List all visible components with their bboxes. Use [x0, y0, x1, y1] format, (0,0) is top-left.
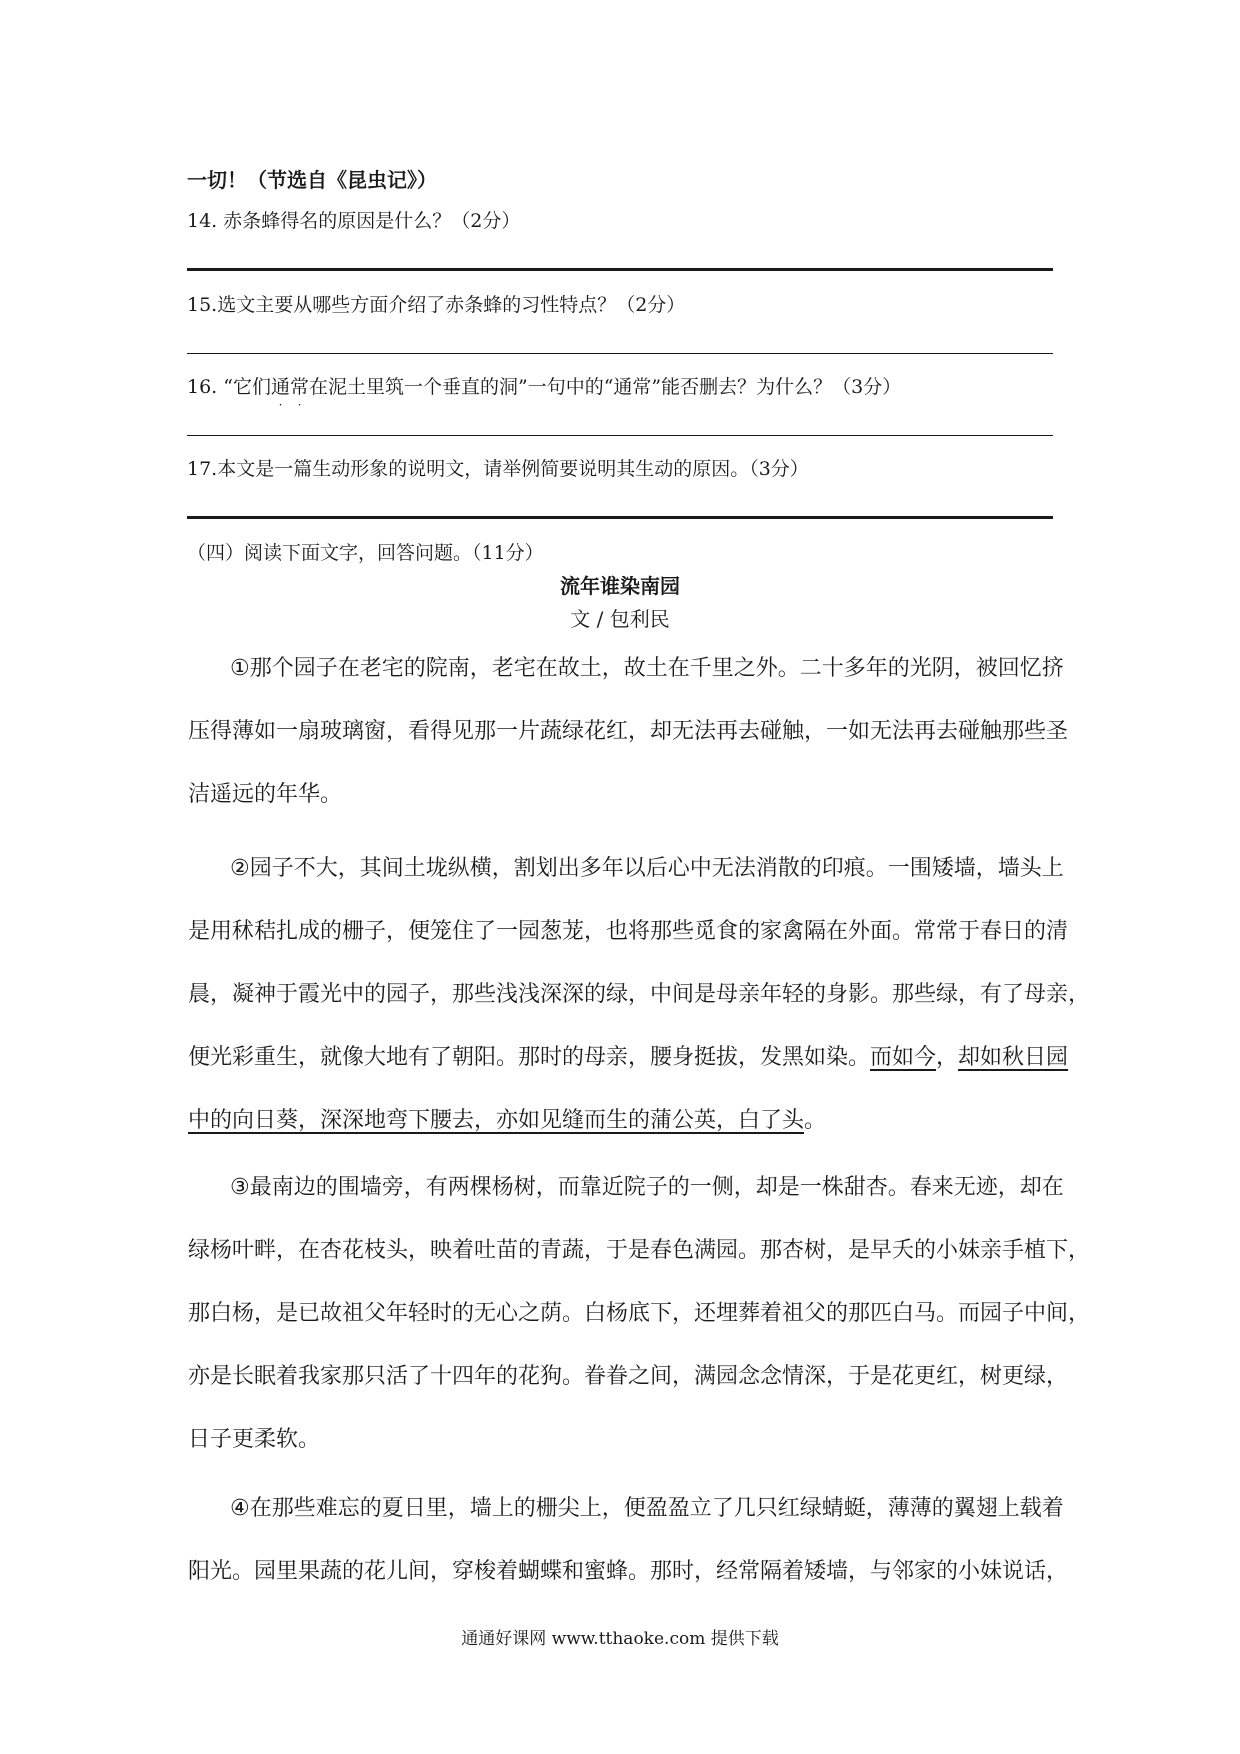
paragraph-text: ， [936, 1045, 959, 1070]
paragraph-line: 阳光。园里果蔬的花儿间，穿梭着蝴蝶和蜜蜂。那时，经常隔着矮墙，与邻家的小妹说话， [188, 1559, 1069, 1584]
page-footer: 通通好课网 www.tthaoke.com 提供下载 [461, 1629, 779, 1649]
underlined-sentence: 中的向日葵，深深地弯下腰去，亦如见缝而生的蒲公英，白了头 [188, 1108, 805, 1133]
paragraph-line [188, 1040, 1069, 1071]
emphasis-dots: · · [278, 398, 302, 412]
question-14: 14. 赤条蜂得名的原因是什么？（2分） [187, 210, 521, 232]
answer-line-17 [187, 516, 1053, 519]
question-17: 17.本文是一篇生动形象的说明文，请举例简要说明其生动的原因。（3分） [187, 458, 809, 480]
paragraph-line: 压得薄如一扇玻璃窗，看得见那一片蔬绿花红，却无法再去碰触，一如无法再去碰触那些圣 [188, 719, 1069, 744]
paragraph-text: 。 [804, 1108, 827, 1133]
article-title: 流年谁染南园 [560, 574, 680, 598]
paragraph-line: 是用秫秸扎成的栅子，便笼住了一园葱茏，也将那些觅食的家禽隔在外面。常常于春日的清 [188, 919, 1069, 944]
paragraph-line: ②园子不大，其间土垅纵横，割划出多年以后心中无法消散的印痕。一围矮墙，墙头上 [230, 856, 1064, 881]
underlined-sentence: 却如秋日园 [958, 1045, 1069, 1070]
question-15: 15.选文主要从哪些方面介绍了赤条蜂的习性特点？（2分） [187, 294, 686, 316]
paragraph-line: ④在那些难忘的夏日里，墙上的栅尖上，便盈盈立了几只红绿蜻蜓，薄薄的翼翅上载着 [230, 1496, 1064, 1521]
emphasized-word: 通常 · · [270, 376, 309, 412]
answer-line-15 [187, 353, 1053, 354]
paragraph-line: ①那个园子在老宅的院南，老宅在故土，故土在千里之外。二十多年的光阴，被回忆挤 [230, 656, 1064, 681]
paragraph-line: 晨，凝神于霞光中的园子，那些浅浅深深的绿，中间是母亲年轻的身影。那些绿，有了母亲， [188, 982, 1091, 1007]
paragraph-line: 那白杨，是已故祖父年轻时的无心之荫。白杨底下，还埋葬着祖父的那匹白马。而园子中间， [188, 1301, 1091, 1326]
passage-ending: 一切！（节选自《昆虫记》） [187, 168, 437, 192]
underlined-sentence: 而如今 [870, 1045, 937, 1070]
section-heading: （四）阅读下面文字，回答问题。（11分） [187, 542, 544, 564]
question-16-prefix: 16. “它们 [187, 376, 271, 398]
article-author: 文 / 包利民 [570, 607, 670, 631]
paragraph-line: 亦是长眠着我家那只活了十四年的花狗。眷眷之间，满园念念情深，于是花更红，树更绿， [188, 1364, 1069, 1389]
paragraph-line: 绿杨叶畔，在杏花枝头，映着吐苗的青蔬，于是春色满园。那杏树，是早夭的小妹亲手植下， [188, 1238, 1091, 1263]
question-16 [187, 372, 902, 412]
answer-line-14 [187, 268, 1053, 271]
paragraph-line: 日子更柔软。 [188, 1427, 321, 1452]
question-16-suffix: 在泥土里筑一个垂直的洞”一句中的“通常”能否删去？为什么？（3分） [309, 376, 902, 398]
paragraph-line: 洁遥远的年华。 [188, 782, 343, 807]
paragraph-text: 便光彩重生，就像大地有了朝阳。那时的母亲，腰身挺拔，发黑如染。 [188, 1045, 871, 1070]
paragraph-line: ③最南边的围墙旁，有两棵杨树，而靠近院子的一侧，却是一株甜杏。春来无迹，却在 [230, 1175, 1064, 1200]
answer-line-16 [187, 435, 1053, 436]
paragraph-line [188, 1103, 1054, 1134]
